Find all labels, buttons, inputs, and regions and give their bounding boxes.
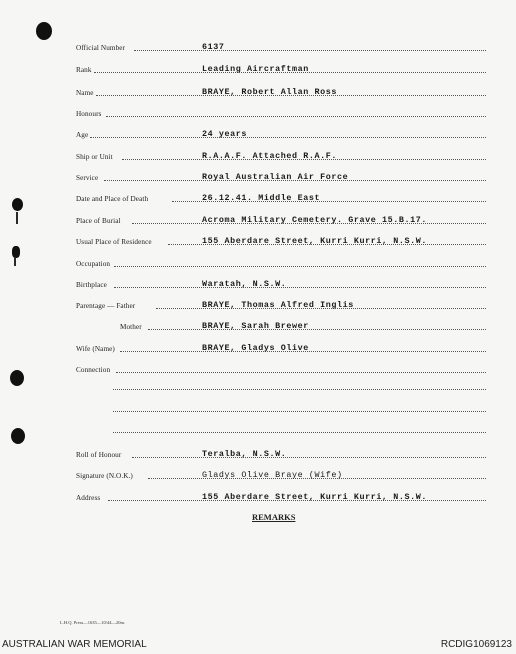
wife-value: BRAYE, Gladys Olive xyxy=(202,343,309,353)
usual-residence-row xyxy=(76,233,486,247)
signature-row xyxy=(76,467,486,481)
margin-mark xyxy=(16,212,18,224)
age-value: 24 years xyxy=(202,129,248,139)
punch-hole-bottom xyxy=(11,428,25,444)
field-label: Roll of Honour xyxy=(76,451,122,459)
punch-hole-upper-mid xyxy=(12,198,23,211)
service-value: Royal Australian Air Force xyxy=(202,172,349,182)
connection-line xyxy=(113,432,486,433)
usual-residence-value: 155 Aberdare Street, Kurri Kurri, N.S.W. xyxy=(202,236,428,246)
ship-or-unit-value: R.A.A.F. Attached R.A.F. xyxy=(202,151,338,161)
punch-hole-lower xyxy=(10,370,24,386)
field-line xyxy=(116,372,486,373)
field-line xyxy=(132,457,486,458)
honours-row xyxy=(76,105,486,119)
address-value: 155 Aberdare Street, Kurri Kurri, N.S.W. xyxy=(202,492,428,502)
field-label: Ship or Unit xyxy=(76,153,113,161)
field-label: Name xyxy=(76,89,94,97)
address-row xyxy=(76,489,486,503)
wife-row xyxy=(76,340,486,354)
rank-row xyxy=(76,61,486,75)
signature-value: Gladys Olive Braye (Wife) xyxy=(202,470,343,480)
field-label: Service xyxy=(76,174,99,182)
field-line xyxy=(106,116,486,117)
official-number-row xyxy=(76,39,486,53)
footer-right: RCDIG1069123 xyxy=(440,639,512,650)
official-number-value: 6137 xyxy=(202,42,225,52)
father-row xyxy=(76,297,486,311)
field-line xyxy=(114,266,486,267)
connection-line xyxy=(113,411,486,412)
field-label: Address xyxy=(76,494,101,502)
field-label: Age xyxy=(76,131,89,139)
field-label: Wife (Name) xyxy=(76,345,115,353)
field-label: Usual Place of Residence xyxy=(76,238,152,246)
birthplace-row xyxy=(76,276,486,290)
field-label: Honours xyxy=(76,110,102,118)
field-label: Parentage — Father xyxy=(76,302,136,310)
roll-of-honour-value: Teralba, N.S.W. xyxy=(202,449,287,459)
name-row xyxy=(76,84,486,98)
field-label: Birthplace xyxy=(76,281,107,289)
field-label: Connection xyxy=(76,366,111,374)
footer-left: AUSTRALIAN WAR MEMORIAL xyxy=(2,639,147,650)
punch-hole-top xyxy=(36,22,52,40)
date-place-death-row xyxy=(76,190,486,204)
field-label: Place of Burial xyxy=(76,217,121,225)
service-row xyxy=(76,169,486,183)
rank-value: Leading Aircraftman xyxy=(202,64,309,74)
roll-of-honour-row xyxy=(76,446,486,460)
field-label: Date and Place of Death xyxy=(76,195,149,203)
connection-row xyxy=(76,361,486,375)
place-of-burial-value: Acroma Military Cemetery. Grave 15.B.17. xyxy=(202,215,428,225)
printer-note: L.H.Q. Press—1635—10/44—20m. xyxy=(60,620,126,625)
birthplace-value: Waratah, N.S.W. xyxy=(202,279,287,289)
connection-line xyxy=(113,389,486,390)
field-line xyxy=(134,50,486,51)
margin-mark xyxy=(14,257,16,266)
mother-row xyxy=(76,318,486,332)
mother-value: BRAYE, Sarah Brewer xyxy=(202,321,309,331)
place-of-burial-row xyxy=(76,212,486,226)
father-value: BRAYE, Thomas Alfred Inglis xyxy=(202,300,354,310)
field-line xyxy=(148,329,486,330)
field-label: Rank xyxy=(76,66,92,74)
field-label: Official Number xyxy=(76,44,126,52)
field-line xyxy=(90,137,486,138)
occupation-row xyxy=(76,255,486,269)
name-value: BRAYE, Robert Allan Ross xyxy=(202,87,338,97)
age-row xyxy=(76,126,486,140)
field-label: Occupation xyxy=(76,260,111,268)
field-label: Signature (N.O.K.) xyxy=(76,472,133,480)
date-place-death-value: 26.12.41. Middle East xyxy=(202,193,321,203)
ship-or-unit-row xyxy=(76,148,486,162)
remarks-heading: REMARKS xyxy=(252,512,296,522)
field-line xyxy=(114,287,486,288)
field-label: Mother xyxy=(120,323,142,331)
